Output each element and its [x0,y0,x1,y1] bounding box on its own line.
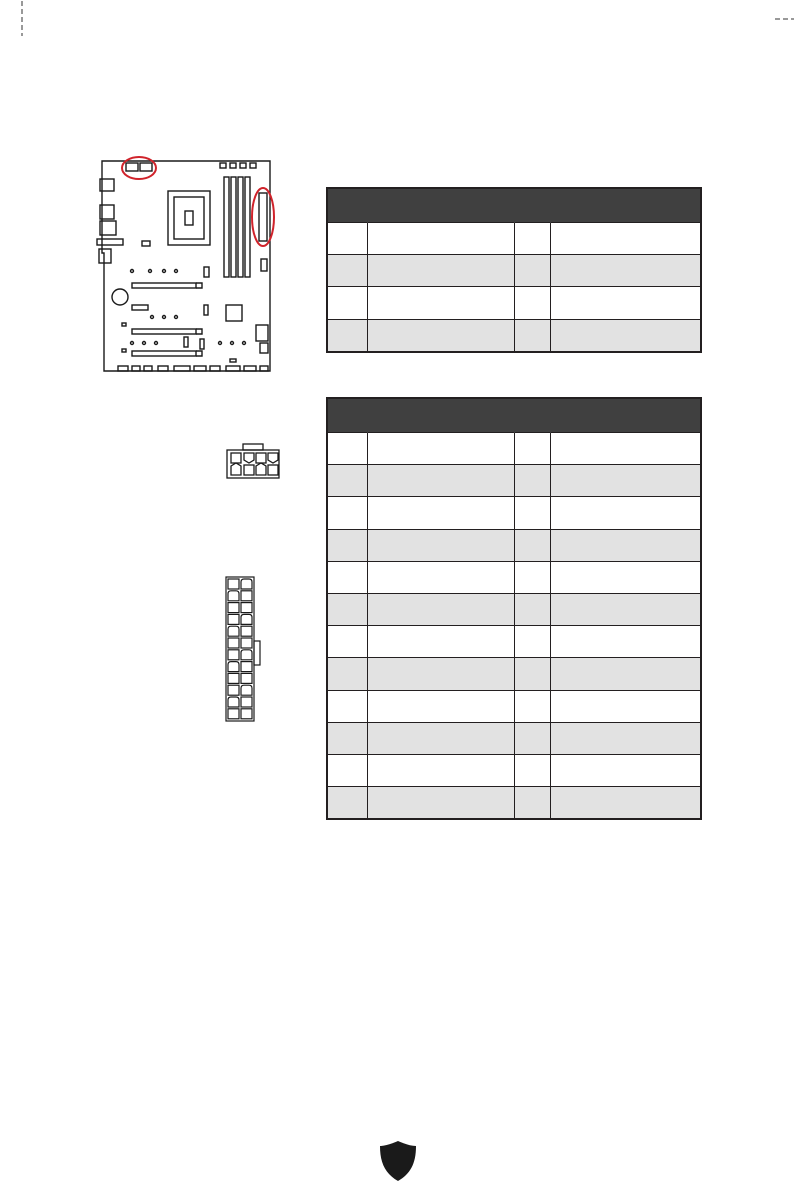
connector-pin [241,603,252,613]
connector-pin [228,697,239,707]
signal-header [367,188,514,223]
signal-name [367,690,514,722]
connector-pin [241,638,252,648]
pin-number [514,690,550,722]
pin-number [514,754,550,786]
signal-name [367,561,514,593]
pin-number [514,593,550,625]
table-row [327,497,701,529]
table-row [327,787,701,820]
pin-number [327,287,367,319]
connector-pin [228,638,239,648]
signal-name [367,658,514,690]
connector-pin [228,603,239,613]
pin-number [514,287,550,319]
pin-number [327,319,367,352]
pin-number [514,497,550,529]
motherboard-diagram-icon [96,153,276,378]
connector-pin [241,591,252,601]
connector-pin [241,685,252,695]
connector-pin [228,626,239,636]
table-row [327,529,701,561]
connector-pin [228,685,239,695]
pin-number [327,223,367,255]
pin-number [327,497,367,529]
pin-number [327,690,367,722]
atx-power-pin-table [326,397,702,820]
connector-pin [228,579,239,589]
pin-header [514,188,550,223]
table-row [327,287,701,319]
pin-header [327,398,367,433]
signal-name [367,529,514,561]
pin-number [514,255,550,287]
signal-name [367,787,514,820]
connector-pin [241,626,252,636]
signal-header [550,188,701,223]
table-row [327,255,701,287]
connector-pin [241,579,252,589]
signal-name [367,626,514,658]
signal-name [367,319,514,352]
pin-number [327,722,367,754]
table-row [327,690,701,722]
signal-name [550,465,701,497]
pin-number [327,255,367,287]
pin-header [514,398,550,433]
pin-number [327,787,367,820]
pin-number [514,319,550,352]
pin-header [327,188,367,223]
signal-name [550,722,701,754]
table-row [327,754,701,786]
signal-name [550,223,701,255]
signal-name [550,593,701,625]
table-row [327,561,701,593]
signal-name [550,255,701,287]
signal-name [550,787,701,820]
connector-pin [241,662,252,672]
connector-pin [228,673,239,683]
24-pin-power-connector-icon [224,575,264,723]
signal-name [367,754,514,786]
pin-number [327,433,367,465]
signal-name [367,722,514,754]
pin-number [327,529,367,561]
signal-name [367,497,514,529]
signal-header [367,398,514,433]
signal-name [367,255,514,287]
signal-name [550,658,701,690]
signal-name [550,497,701,529]
signal-name [550,626,701,658]
table-row [327,319,701,352]
pin-number [327,465,367,497]
signal-name [367,465,514,497]
table-row [327,593,701,625]
table-row [327,722,701,754]
table-row [327,223,701,255]
pin-number [514,626,550,658]
pin-number [514,433,550,465]
pin-number [514,722,550,754]
signal-name [550,319,701,352]
table-row [327,658,701,690]
signal-name [550,754,701,786]
8-pin-power-connector-icon [225,443,281,479]
signal-name [367,287,514,319]
connector-pin [228,591,239,601]
connector-pin [241,673,252,683]
shield-emblem-icon [378,1140,418,1182]
signal-name [550,690,701,722]
pin-number [327,754,367,786]
signal-name [367,223,514,255]
cut-line [0,0,794,40]
pin-number [514,465,550,497]
connector-pin [228,650,239,660]
connector-pin [228,614,239,624]
signal-name [550,561,701,593]
table-row [327,433,701,465]
pin-number [514,529,550,561]
signal-name [550,287,701,319]
signal-name [550,433,701,465]
pin-number [327,593,367,625]
pin-number [514,787,550,820]
signal-name [550,529,701,561]
connector-pin [241,614,252,624]
table-row [327,626,701,658]
signal-name [367,593,514,625]
connector-pin [228,662,239,672]
cpu-power-pin-table [326,187,702,353]
pin-number [514,223,550,255]
connector-pin [241,650,252,660]
table-row [327,465,701,497]
connector-pin [241,697,252,707]
pin-number [327,658,367,690]
pin-number [514,561,550,593]
connector-pin [241,709,252,719]
pin-number [327,561,367,593]
pin-number [327,626,367,658]
signal-name [367,433,514,465]
connector-pin [228,709,239,719]
signal-header [550,398,701,433]
pin-number [514,658,550,690]
